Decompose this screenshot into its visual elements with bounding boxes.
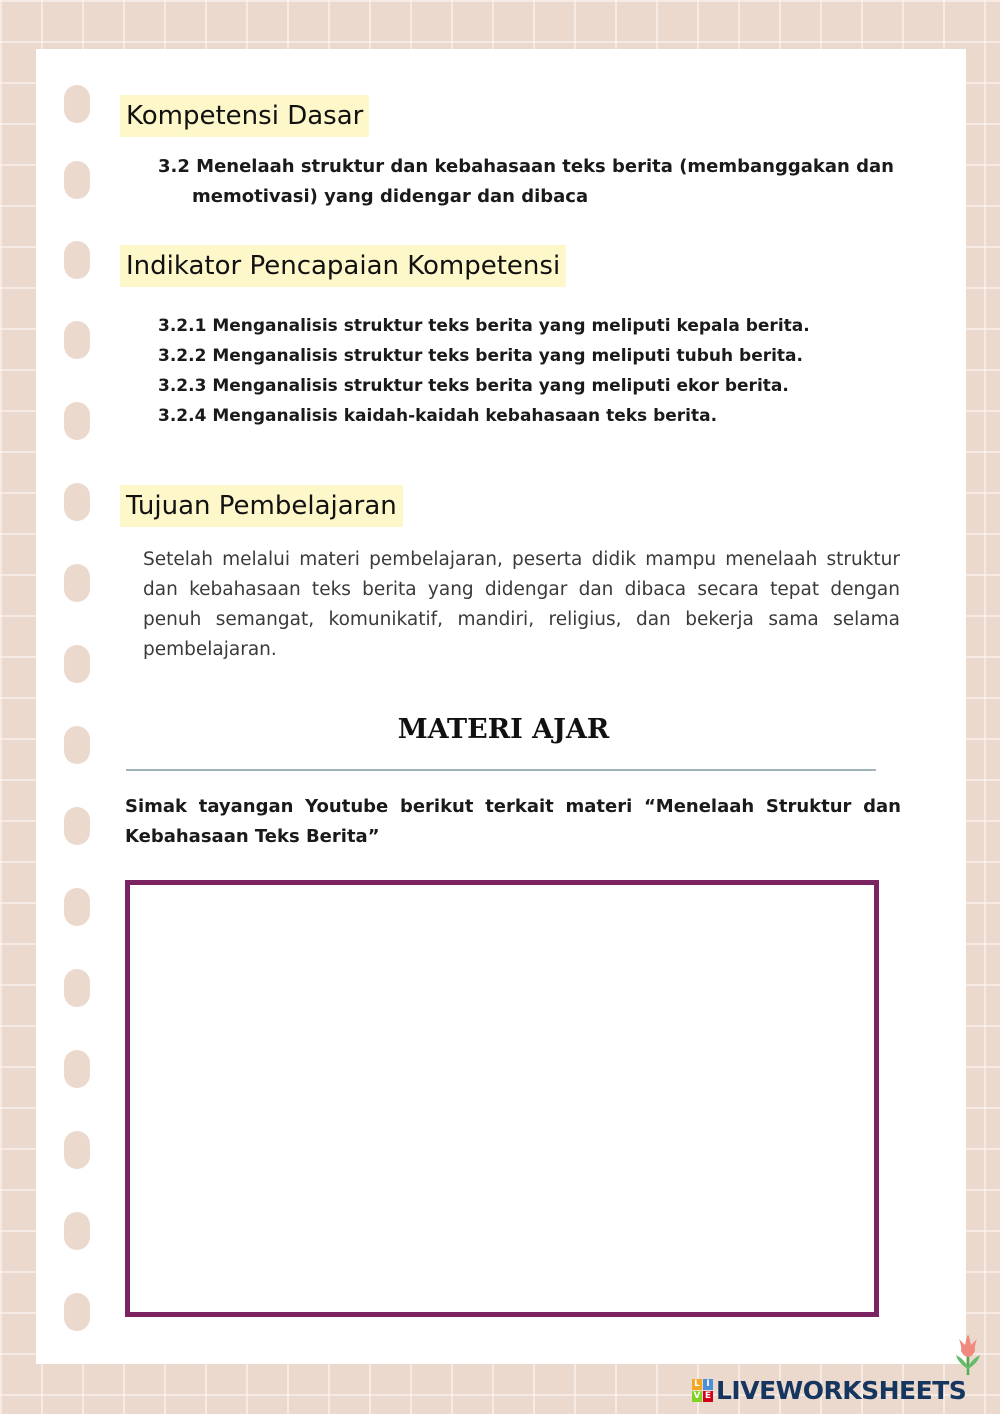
- binder-hole: [64, 726, 90, 764]
- materi-ajar-title: MATERI AJAR: [397, 714, 610, 745]
- liveworksheets-mark: [692, 1379, 713, 1402]
- binder-hole: [64, 241, 90, 279]
- binder-hole: [64, 483, 90, 521]
- youtube-video-frame[interactable]: [125, 880, 879, 1317]
- binder-hole: [64, 564, 90, 602]
- tujuan-heading: Tujuan Pembelajaran: [120, 485, 403, 527]
- binder-hole: [64, 1050, 90, 1088]
- indikator-item: 3.2.1 Menganalisis struktur teks berita yang meliputi kepala berita.: [158, 316, 810, 336]
- indikator-list: [158, 311, 810, 431]
- brand-letter-v: V: [693, 1390, 701, 1401]
- kompetensi-dasar-heading: Kompetensi Dasar: [120, 95, 369, 137]
- binder-hole: [64, 807, 90, 845]
- indikator-item: 3.2.4 Menganalisis kaidah-kaidah kebahasaan teks berita.: [158, 406, 718, 426]
- brand-name: LIVEWORKSHEETS: [716, 1375, 967, 1405]
- indikator-heading: Indikator Pencapaian Kompetensi: [120, 245, 566, 287]
- brand-letter-l: L: [692, 1379, 702, 1390]
- binder-hole: [64, 1212, 90, 1250]
- binder-hole: [64, 969, 90, 1007]
- section-divider: [126, 769, 876, 771]
- binder-hole: [64, 645, 90, 683]
- indikator-item: 3.2.3 Menganalisis struktur teks berita yang meliputi ekor berita.: [158, 376, 789, 396]
- binder-hole: [64, 161, 90, 199]
- materi-instruction: Simak tayangan Youtube berikut terkait materi “Menelaah Struktur dan Kebahasaan Teks Berita”: [125, 796, 901, 847]
- binder-hole: [64, 1131, 90, 1169]
- binder-hole: [64, 85, 90, 123]
- liveworksheets-logo[interactable]: [692, 1375, 966, 1405]
- kompetensi-dasar-text: 3.2 Menelaah struktur dan kebahasaan teks berita (membanggakan dan memotivasi) yang didengar dan dibaca: [158, 156, 894, 207]
- binder-hole: [64, 321, 90, 359]
- indikator-item: 3.2.2 Menganalisis struktur teks berita yang meliputi tubuh berita.: [158, 346, 803, 366]
- binder-hole: [64, 1293, 90, 1331]
- tujuan-text: Setelah melalui materi pembelajaran, peserta didik mampu menelaah struktur dan kebahasaan teks berita yang didengar dan dibaca secara tepat dengan penuh semangat, komunikatif, mandiri, religius, dan bekerja sama selama pembelajaran.: [143, 549, 900, 660]
- worksheet-page: [36, 49, 966, 1364]
- tulip-icon: [950, 1333, 986, 1377]
- binder-hole: [64, 888, 90, 926]
- brand-letter-i: I: [703, 1379, 713, 1390]
- brand-letter-e: E: [704, 1390, 712, 1401]
- binder-hole: [64, 402, 90, 440]
